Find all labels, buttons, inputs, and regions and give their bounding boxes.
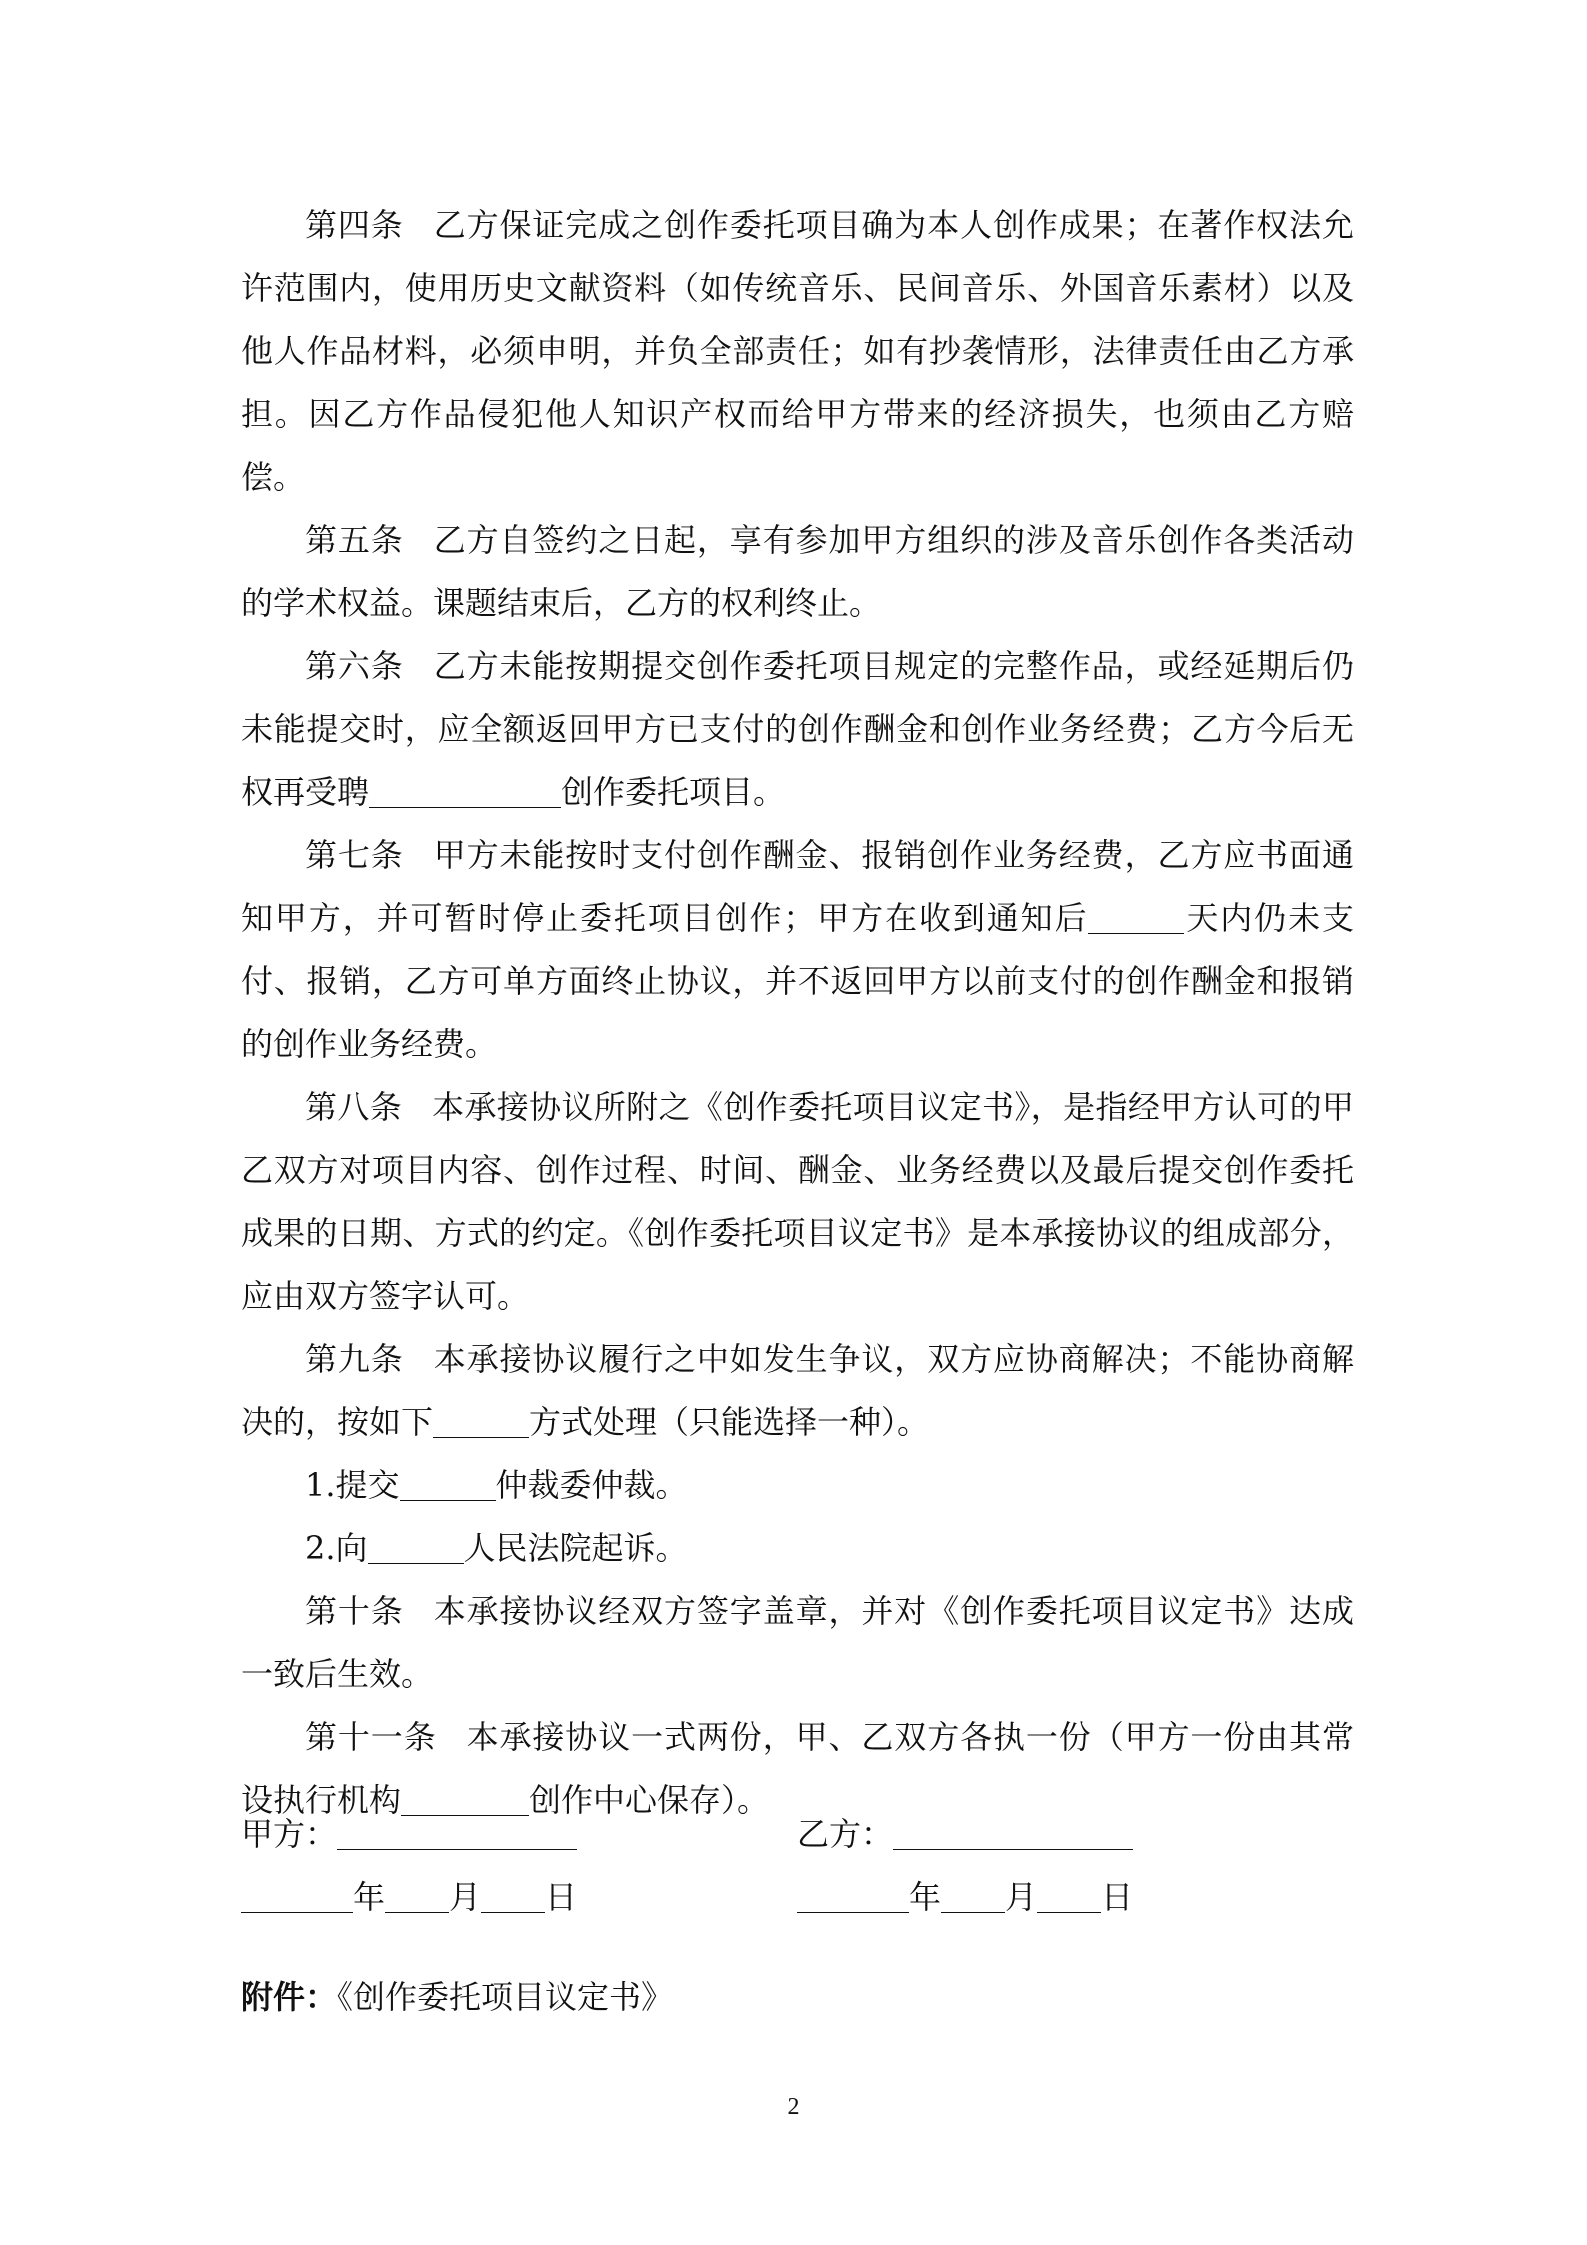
article-text: 乙方未能按期提交创作委托项目规定的完整作品，或经延期后仍未能提交时，应全额返回甲方已支付的创作酬金和创作业务经费；乙方今后无权再受聘 — [241, 647, 1354, 811]
month-blank[interactable] — [941, 1876, 1005, 1913]
article-label: 第六条 — [305, 647, 404, 685]
article-text: 乙方保证完成之创作委托项目确为本人创作成果；在著作权法允许范围内，使用历史文献资料（如传统音乐、民间音乐、外国音乐素材）以及他人作品材料，必须申明，并负全部责任；如有抄袭情形，法律责任由乙方承担。因乙方作品侵犯他人知识产权而给甲方带来的经济损失，也须由乙方赔偿。 — [241, 206, 1354, 496]
party-b-signature — [797, 1803, 1133, 1929]
day-label: 日 — [545, 1878, 578, 1916]
month-label: 月 — [449, 1878, 482, 1916]
party-b-name-blank[interactable] — [893, 1813, 1133, 1850]
fill-in-blank[interactable] — [400, 1464, 496, 1501]
article-text: 天内仍未支付、报销，乙方可单方面终止协议，并不返回甲方以前支付的创作酬金和报销的创作业务经费。 — [241, 899, 1354, 1063]
article-4 — [241, 194, 1354, 509]
attachment-line — [241, 1966, 673, 2029]
article-6 — [241, 635, 1354, 824]
party-b-label: 乙方： — [797, 1815, 894, 1853]
attachment-text: 《创作委托项目议定书》 — [337, 1978, 674, 2016]
article-text: 创作中心保存）。 — [529, 1781, 770, 1819]
fill-in-blank[interactable] — [433, 1401, 529, 1438]
contract-body — [241, 194, 1354, 1832]
page-number: 2 — [787, 2094, 800, 2120]
article-label: 第十一条 — [305, 1718, 437, 1756]
year-blank[interactable] — [797, 1876, 909, 1913]
option-text: 仲裁委仲裁。 — [495, 1466, 688, 1504]
party-a-name-blank[interactable] — [337, 1813, 577, 1850]
fill-in-blank[interactable] — [369, 771, 561, 808]
party-a-signature — [241, 1803, 577, 1929]
month-label: 月 — [1005, 1878, 1038, 1916]
option-text: 人民法院起诉。 — [463, 1529, 688, 1567]
attachment-label: 附件： — [241, 1978, 338, 2016]
article-text: 本承接协议经双方签字盖章，并对《创作委托项目议定书》达成一致后生效。 — [241, 1592, 1354, 1693]
article-label: 第九条 — [305, 1340, 404, 1378]
article-label: 第五条 — [305, 521, 404, 559]
option-text: 1.提交 — [305, 1466, 400, 1504]
month-blank[interactable] — [385, 1876, 449, 1913]
article-5 — [241, 509, 1354, 635]
article-text: 乙方自签约之日起，享有参加甲方组织的涉及音乐创作各类活动的学术权益。课题结束后，乙方的权利终止。 — [241, 521, 1354, 622]
article-10 — [241, 1580, 1354, 1706]
article-8 — [241, 1076, 1354, 1328]
year-label: 年 — [909, 1878, 942, 1916]
day-blank[interactable] — [1037, 1876, 1101, 1913]
option-1 — [241, 1454, 1354, 1517]
party-a-label: 甲方： — [241, 1815, 338, 1853]
option-2 — [241, 1517, 1354, 1580]
article-text: 本承接协议履行之中如发生争议，双方应协商解决；不能协商解决的，按如下 — [241, 1340, 1354, 1441]
article-text: 方式处理（只能选择一种）。 — [529, 1403, 930, 1441]
article-9 — [241, 1328, 1354, 1454]
day-label: 日 — [1101, 1878, 1134, 1916]
article-text: 本承接协议所附之《创作委托项目议定书》，是指经甲方认可的甲乙双方对项目内容、创作过程、时间、酬金、业务经费以及最后提交创作委托成果的日期、方式的约定。《创作委托项目议定书》是本承接协议的组成部分，应由双方签字认可。 — [241, 1088, 1354, 1315]
day-blank[interactable] — [481, 1876, 545, 1913]
year-label: 年 — [353, 1878, 386, 1916]
article-text: 甲方未能按时支付创作酬金、报销创作业务经费，乙方应书面通知甲方，并可暂时停止委托项目创作；甲方在收到通知后 — [241, 836, 1354, 937]
article-7 — [241, 824, 1354, 1076]
option-text: 2.向 — [305, 1529, 368, 1567]
fill-in-blank[interactable] — [1088, 897, 1184, 934]
year-blank[interactable] — [241, 1876, 353, 1913]
article-text: 本承接协议一式两份，甲、乙双方各执一份（甲方一份由其常设执行机构 — [241, 1718, 1354, 1819]
article-text: 创作委托项目。 — [561, 773, 786, 811]
article-label: 第七条 — [305, 836, 404, 874]
article-label: 第八条 — [305, 1088, 403, 1126]
fill-in-blank[interactable] — [368, 1527, 464, 1564]
article-label: 第四条 — [305, 206, 404, 244]
article-label: 第十条 — [305, 1592, 404, 1630]
